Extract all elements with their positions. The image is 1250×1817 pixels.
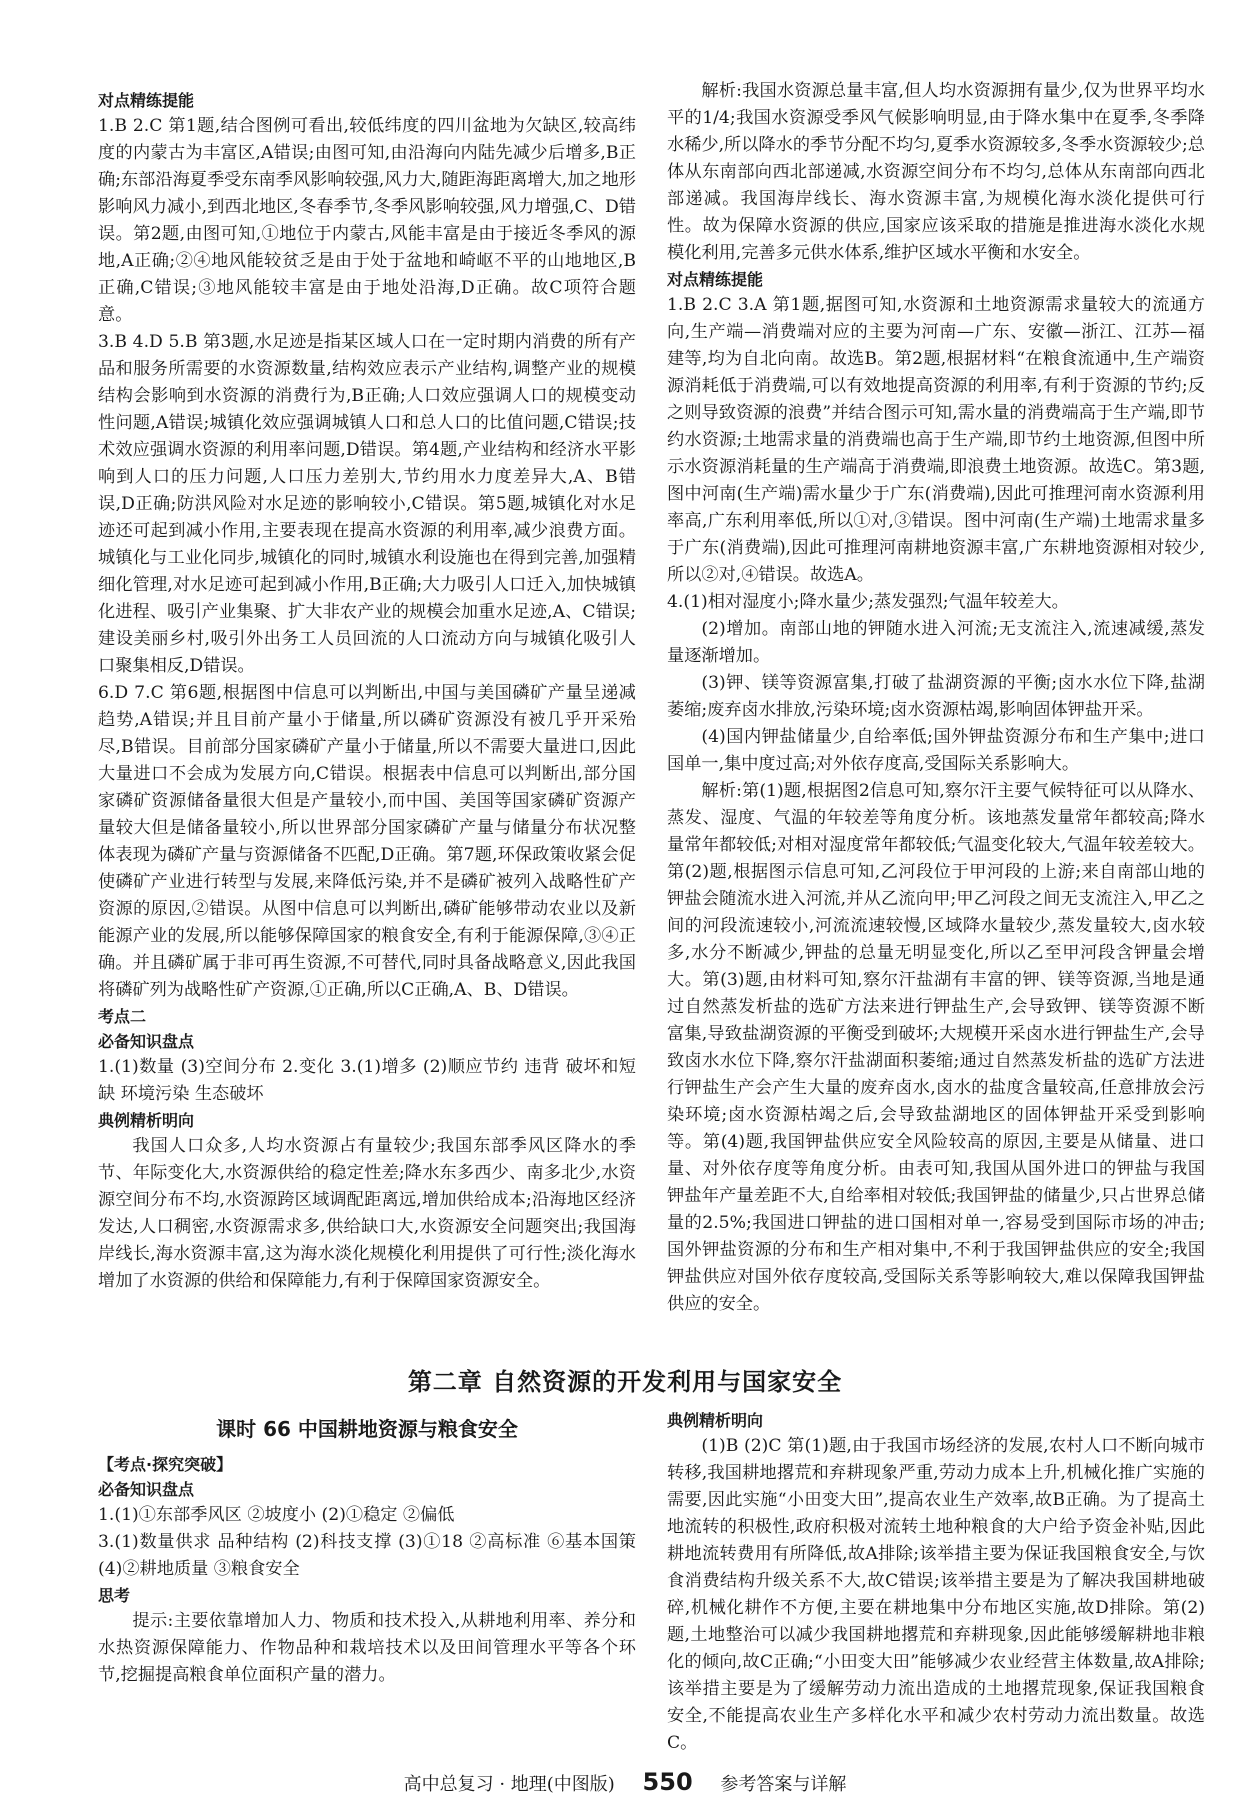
- analysis-text: 解析:第(1)题,根据图2信息可知,察尔汗主要气候特征可以从降水、蒸发、湿度、气温的年较差等角度分析。该地蒸发量常年都较高;降水量常年都较低;对相对湿度常年都较低;气温变化较大,气温年较差较大。第(2)题,根据图示信息可知,乙河段位于甲河段的上游;来自南部山地的钾盐会随流水进入河流,并从乙流向甲;甲乙河段之间无支流注入,甲乙之间的河段流速较小,河流流速较慢,区域降水量较少,蒸发量较大,卤水较多,水分不断减少,钾盐的总量无明显变化,所以乙至甲河段含钾量会增大。第(3)题,由材料可知,察尔汗盐湖有丰富的钾、镁等资源,当地是通过自然蒸发析盐的选矿方法来进行钾盐生产,会导致钾、镁等资源不断富集,导致盐湖资源的平衡受到破坏;大规模开采卤水进行钾盐生产,会导致卤水水位下降,察尔汗盐湖面积萎缩;通过自然蒸发析盐的选矿方法进行钾盐生产会产生大量的废弃卤水,卤水的盐度含量较高,任意排放会污染环境;卤水资源枯竭之后,会导致盐湖地区的固体钾盐开采受到影响等。第(4)题,我国钾盐供应安全风险较高的原因,主要是从储量、进口量、对外依存度等角度分析。由表可知,我国从国外进口的钾盐与我国钾盐年产量差距不大,自给率相对较低;我国钾盐的储量少,只占世界总储量的2.5%;我国进口钾盐的进口国相对单一,容易受到国际市场的冲击;国外钾盐资源的分布和生产相对集中,不利于我国钾盐供应的安全;我国钾盐供应对国外依存度较高,受国际关系等影响较大,难以保障我国钾盐供应的安全。: [667, 781, 1205, 1314]
- knowledge-item-3: 3.(1)数量供求 品种结构 (2)科技支撑 (3)①18 ②高标准 ⑥基本国策 (4)②耕地质量 ③粮食安全: [98, 1532, 636, 1579]
- hint-text: 提示:主要依靠增加人力、物质和技术投入,从耕地利用率、养分和水热资源保障能力、作物品种和栽培技术以及田间管理水平等各个环节,挖掘提高粮食单位面积产量的潜力。: [98, 1611, 636, 1685]
- example-analysis: (1)B (2)C 第(1)题,由于我国市场经济的发展,农村人口不断向城市转移,我国耕地撂荒和弃耕现象严重,劳动力成本上升,机械化推广实施的需要,因此实施“小田变大田”,提高农业生产效率,故B正确。为了提高土地流转的积极性,政府积极对流转土地种粮食的大户给予资金补贴,因此耕地流转费用有所降低,故A排除;该举措主要为保证我国粮食安全,与饮食消费结构升级关系不大,故C错误;该举措主要是为了解决我国耕地破碎,机械化耕作不方便,主要在耕地集中分布地区实施,故D排除。第(2)题,土地整治可以减少我国耕地撂荒和弃耕现象,因此能够缓解耕地非粮化的倾向,故C正确;“小田变大田”能够减少农业经营主体数量,故A排除;该举措主要是为了缓解劳动力流出造成的土地撂荒现象,保证我国粮食安全,不能提高农业生产多样化水平和减少农村劳动力流出数量。故选C。: [667, 1436, 1205, 1753]
- section-heading: 【考点·探究突破】: [98, 1455, 233, 1474]
- answer-q1: 1.B 2.C 3.A 第1题,据图可知,水资源和土地资源需求量较大的流通方向,生产端—消费端对应的主要为河南—广东、安徽—浙江、江苏—福建等,均为自北向南。故选B。第2题,根据材料“在粮食流通中,生产端资源消耗低于消费端,可以有效地提高资源的利用率,有利于资源的节约;反之则导致资源的浪费”并结合图示可知,需水量的消费端高于生产端,即节约水资源;土地需求量的消费端也高于生产端,即节约土地资源,但图中所示水资源消耗量的生产端高于消费端,即浪费土地资源。故选C。第3题,图中河南(生产端)需水量少于广东(消费端),因此可推理河南水资源利用率高,广东利用率低,所以①对,③错误。图中河南(生产端)土地需求量多于广东(消费端),因此可推理河南耕地资源丰富,广东耕地资源相对较少,所以②对,④错误。故选A。: [667, 295, 1205, 585]
- page-footer: [0, 1768, 1250, 1796]
- answer-q1: 1.B 2.C 第1题,结合图例可看出,较低纬度的四川盆地为欠缺区,较高纬度的内蒙古为丰富区,A错误;由图可知,由沿海向内陆先减少后增多,B正确;东部沿海夏季受东南季风影响较强,风力大,随距海距离增大,加之地形影响风力减小,到西北地区,冬春季节,冬季风影响较强,风力增强,C、D错误。第2题,由图可知,①地位于内蒙古,风能丰富是由于接近冬季风的源地,A正确;②④地风能较贫乏是由于处于盆地和崎岖不平的山地地区,B正确,C错误;③地风能较丰富是由于地处沿海,D正确。故C项符合题意。: [98, 116, 636, 325]
- answer-q4-1: 4.(1)相对湿度小;降水量少;蒸发强烈;气温年较差大。: [667, 592, 1069, 612]
- section-heading: 对点精练提能: [667, 270, 764, 289]
- analysis-text: 解析:我国水资源总量丰富,但人均水资源拥有量少,仅为世界平均水平的1/4;我国水资源受季风气候影响明显,由于降水集中在夏季,冬季降水稀少,所以降水的季节分配不均匀,夏季水资源较多,冬季水资源较少;总体从东南部向西北部递减,水资源空间分布不均匀,总体从东南部向西北部递减。我国海岸线长、海水资源丰富,为规模化海水淡化提供可行性。故为保障水资源的供应,国家应该采取的措施是推进海水淡化水规模化利用,完善多元供水体系,维护区域水平衡和水安全。: [667, 81, 1205, 263]
- left-column: [98, 88, 636, 1295]
- answer-q4-4: (4)国内钾盐储量少,自给率低;国外钾盐资源分布和生产集中;进口国单一,集中度过高;对外依存度高,受国际关系影响大。: [667, 727, 1205, 774]
- page-number: 550: [642, 1768, 693, 1796]
- bottom-left-section: [98, 1452, 636, 1689]
- section-heading: 考点二: [98, 1007, 147, 1026]
- section-heading: 必备知识盘点: [98, 1032, 195, 1051]
- section-heading: 典例精析明向: [667, 1411, 764, 1430]
- footer-book-title: 高中总复习 · 地理(中图版): [403, 1774, 615, 1795]
- section-heading: 必备知识盘点: [98, 1480, 195, 1499]
- example-analysis: 我国人口众多,人均水资源占有量较少;我国东部季风区降水的季节、年际变化大,水资源供给的稳定性差;降水东多西少、南多北少,水资源空间分布不均,水资源跨区域调配距离远,增加供给成本;沿海地区经济发达,人口稠密,水资源需求多,供给缺口大,水资源安全问题突出;我国海岸线长,海水资源丰富,这为海水淡化规模化利用提供了可行性;淡化海水增加了水资源的供给和保障能力,有利于保障国家资源安全。: [98, 1136, 636, 1291]
- bottom-right-section: [667, 1408, 1205, 1757]
- lesson-title: 课时 66 中国耕地资源与粮食安全: [216, 1417, 518, 1441]
- footer-section: 参考答案与详解: [720, 1774, 847, 1795]
- answer-q4-2: (2)增加。南部山地的钾随水进入河流;无支流注入,流速减缓,蒸发量逐渐增加。: [667, 619, 1205, 666]
- answer-q3: 3.B 4.D 5.B 第3题,水足迹是指某区域人口在一定时期内消费的所有产品和服务所需要的水资源数量,结构效应表示产业结构,调整产业的规模结构会影响到水资源的消费行为,B正确;人口效应强调人口的规模变动性问题,A错误;城镇化效应强调城镇人口和总人口的比值问题,C错误;技术效应强调水资源的利用率问题,D错误。第4题,产业结构和经济水平影响到人口的压力问题,人口压力差别大,节约用水力度差异大,A、B错误,D正确;防洪风险对水足迹的影响较小,C错误。第5题,城镇化对水足迹还可起到减小作用,主要表现在提高水资源的利用率,减少浪费方面。城镇化与工业化同步,城镇化的同时,城镇水利设施也在得到完善,加强精细化管理,对水足迹可起到减小作用,B正确;大力吸引人口迁入,加快城镇化进程、吸引产业集聚、扩大非农产业的规模会加重水足迹,A、C错误;建设美丽乡村,吸引外出务工人员回流的人口流动方向与城镇化吸引人口聚集相反,D错误。: [98, 332, 636, 676]
- answer-q4-3: (3)钾、镁等资源富集,打破了盐湖资源的平衡;卤水水位下降,盐湖萎缩;废弃卤水排放,污染环境;卤水资源枯竭,影响固体钾盐开采。: [667, 673, 1205, 720]
- knowledge-answers: 1.(1)数量 (3)空间分布 2.变化 3.(1)增多 (2)顺应节约 违背 破坏和短缺 环境污染 生态破坏: [98, 1057, 636, 1104]
- section-heading: 对点精练提能: [98, 91, 195, 110]
- chapter-title: 第二章 自然资源的开发利用与国家安全: [407, 1368, 843, 1396]
- knowledge-item-1: 1.(1)①东部季风区 ②坡度小 (2)①稳定 ②偏低: [98, 1505, 455, 1525]
- section-heading: 典例精析明向: [98, 1111, 195, 1130]
- right-column: [667, 78, 1205, 1318]
- section-heading: 思考: [98, 1586, 131, 1605]
- answer-q6: 6.D 7.C 第6题,根据图中信息可以判断出,中国与美国磷矿产量呈递减趋势,A错误;并且目前产量小于储量,所以磷矿资源没有被几乎开采殆尽,B错误。目前部分国家磷矿产量小于储量,所以不需要大量进口,因此大量进口不会成为发展方向,C错误。根据表中信息可以判断出,部分国家磷矿资源储备量很大但是产量较小,而中国、美国等国家磷矿资源产量较大但是储备量较小,所以世界部分国家磷矿产量与储量分布状况整体表现为磷矿产量与资源储备不匹配,D正确。第7题,环保政策收紧会促使磷矿产业进行转型与发展,来降低污染,并不是磷矿被列入战略性矿产资源的原因,②错误。从图中信息可以判断出,磷矿能够带动农业以及新能源产业的发展,所以能够保障国家的粮食安全,有利于能源保障,③④正确。并且磷矿属于非可再生资源,不可替代,同时具备战略意义,因此我国将磷矿列为战略性矿产资源,①正确,所以C正确,A、B、D错误。: [98, 683, 636, 1000]
